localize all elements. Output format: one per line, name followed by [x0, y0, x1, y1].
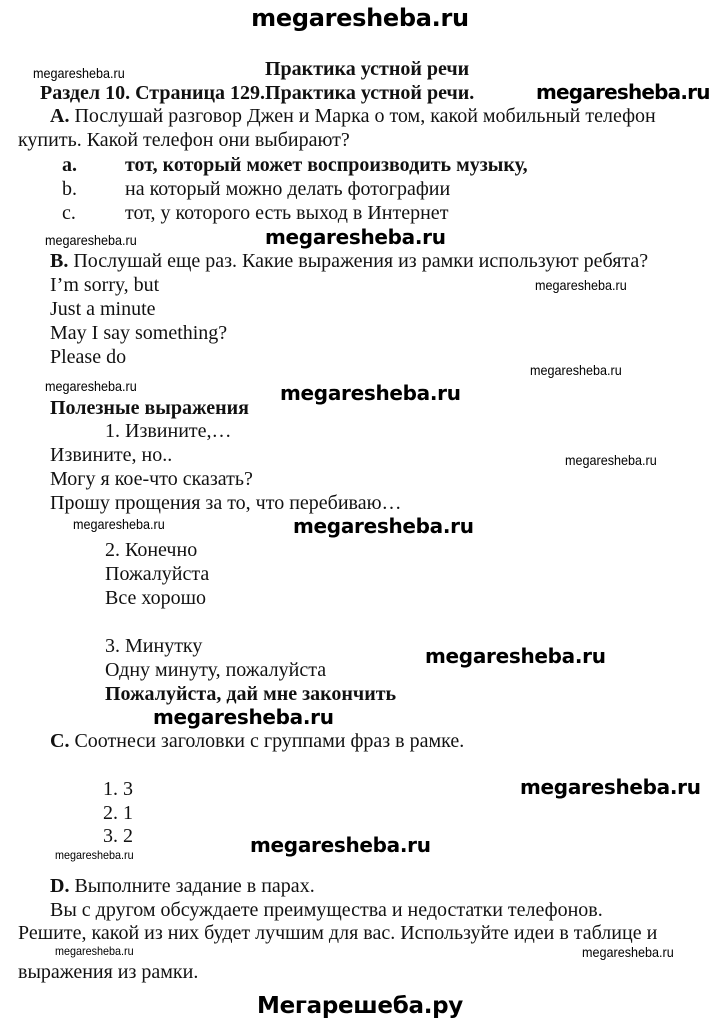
watermark: megaresheba.ru: [520, 775, 701, 799]
useful-heading: Полезные выражения: [50, 397, 249, 419]
phrase: I’m sorry, but: [50, 274, 160, 296]
phrase: May I say something?: [50, 322, 228, 344]
phrase: Могу я кое-что сказать?: [50, 468, 253, 490]
option-letter: c.: [62, 202, 76, 224]
header-watermark: megaresheba.ru: [251, 4, 469, 32]
task-d-line2: Вы с другом обсуждаете преимущества и недостатки телефонов.: [50, 899, 603, 921]
option-letter: b.: [62, 178, 77, 200]
watermark: megaresheba.ru: [73, 516, 165, 532]
page-title: Практика устной речи: [265, 58, 470, 80]
watermark: megaresheba.ru: [33, 65, 125, 81]
section-heading: Раздел 10. Страница 129.Практика устной речи.: [40, 82, 475, 104]
watermark: megaresheba.ru: [45, 378, 137, 394]
option-text: тот, который может воспроизводить музыку,: [125, 154, 528, 176]
answer: 1. 3: [103, 778, 133, 800]
watermark: megaresheba.ru: [565, 452, 657, 468]
phrase: Все хорошо: [105, 587, 206, 609]
watermark: megaresheba.ru: [55, 944, 134, 958]
watermark: megaresheba.ru: [153, 705, 334, 729]
task-c-line: [50, 730, 464, 752]
watermark: megaresheba.ru: [582, 944, 674, 960]
answer: 2. 1: [103, 802, 133, 824]
option-letter: a.: [62, 154, 77, 176]
task-d-line: [50, 875, 315, 897]
watermark: megaresheba.ru: [425, 644, 606, 668]
phrase: 2. Конечно: [105, 539, 198, 561]
task-a-line1: [50, 105, 656, 127]
phrase: Извините, но..: [50, 444, 173, 466]
task-b-line: [50, 250, 648, 272]
task-d-line4: выражения из рамки.: [18, 961, 199, 983]
option-text: тот, у которого есть выход в Интернет: [125, 202, 449, 224]
watermark: megaresheba.ru: [536, 80, 710, 104]
phrase: Just a minute: [50, 298, 156, 320]
task-a-line2: купить. Какой телефон они выбирают?: [18, 129, 350, 151]
phrase: Прошу прощения за то, что перебиваю…: [50, 492, 402, 514]
phrase: Пожалуйста: [105, 563, 210, 585]
watermark: megaresheba.ru: [265, 225, 446, 249]
task-d-text: Выполните задание в парах.: [74, 875, 315, 897]
task-a-label: A.: [50, 105, 70, 127]
task-d-label: D.: [50, 875, 70, 897]
watermark: megaresheba.ru: [250, 833, 431, 857]
phrase: Пожалуйста, дай мне закончить: [105, 683, 397, 705]
phrase: 3. Минутку: [105, 635, 203, 657]
task-c-text: Соотнеси заголовки с группами фраз в рамке.: [74, 730, 465, 752]
task-c-label: C.: [50, 730, 70, 752]
phrase: Одну минуту, пожалуйста: [105, 659, 327, 681]
watermark: megaresheba.ru: [45, 232, 137, 248]
task-b-text: Послушай еще раз. Какие выражения из рамки используют ребята?: [73, 250, 649, 272]
watermark: megaresheba.ru: [55, 848, 134, 862]
watermark: megaresheba.ru: [280, 381, 461, 405]
phrase: 1. Извините,…: [105, 420, 232, 442]
watermark: megaresheba.ru: [293, 514, 474, 538]
phrase: Please do: [50, 346, 127, 368]
task-d-line3: Решите, какой из них будет лучшим для вас. Используйте идеи в таблице и: [18, 922, 658, 944]
watermark: megaresheba.ru: [535, 277, 627, 293]
option-text: на который можно делать фотографии: [125, 178, 451, 200]
task-a-text: Послушай разговор Джен и Марка о том, какой мобильный телефон: [74, 105, 656, 127]
footer-watermark: Мегарешеба.ру: [257, 993, 463, 1019]
task-b-label: B.: [50, 250, 69, 272]
answer: 3. 2: [103, 825, 133, 847]
watermark: megaresheba.ru: [530, 362, 622, 378]
